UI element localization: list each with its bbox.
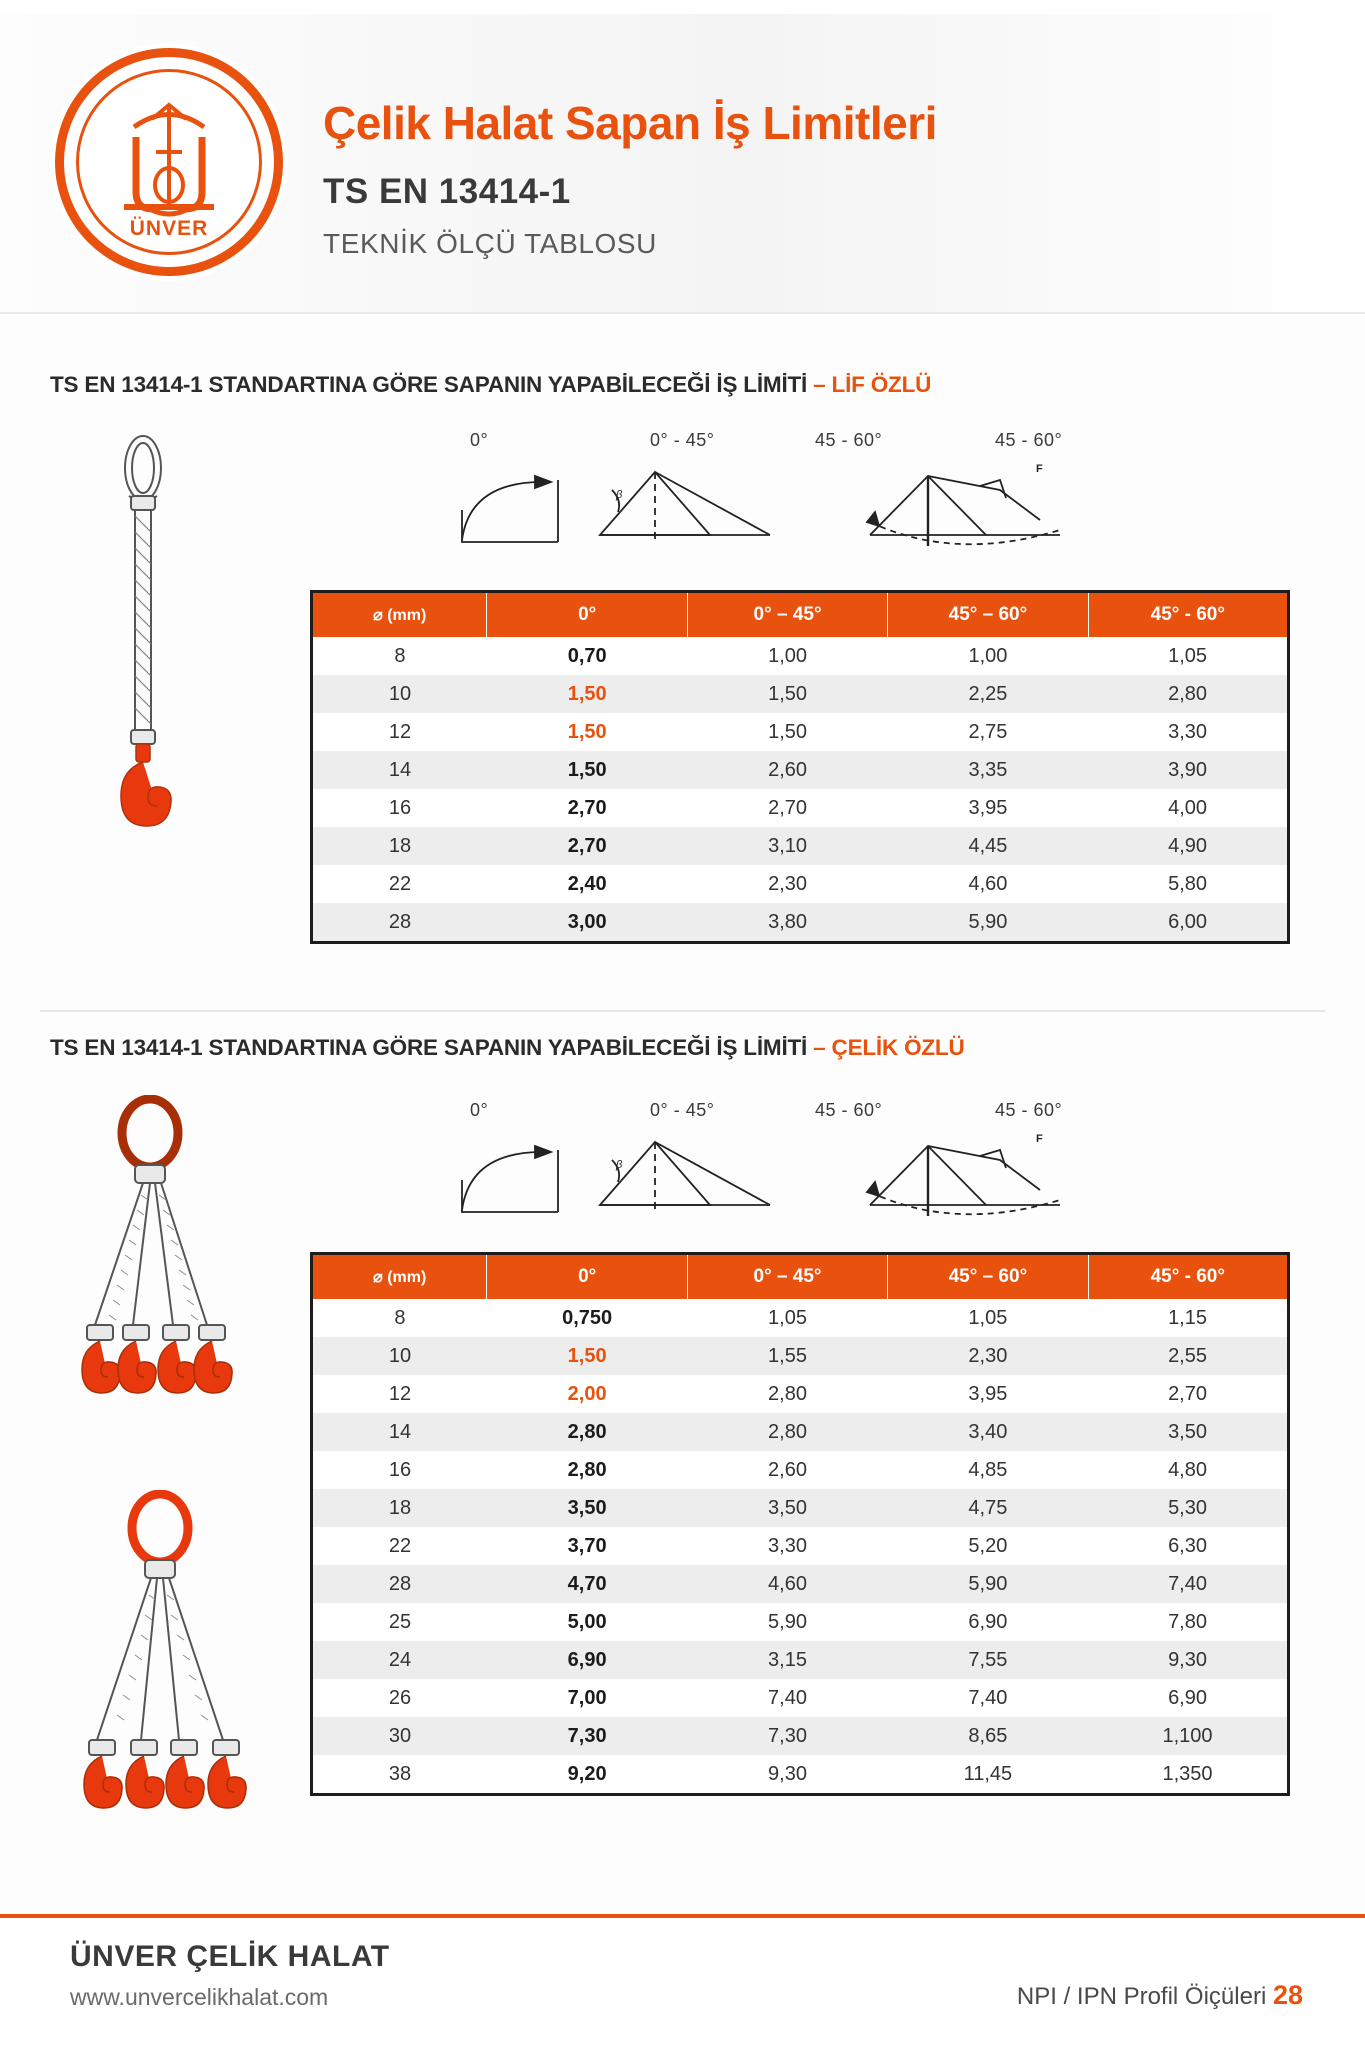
cell-diameter: 10 [312, 675, 487, 713]
cell-value: 1,05 [768, 1306, 807, 1329]
footer-company: ÜNVER ÇELİK HALAT [70, 1940, 390, 1973]
cell-value: 1,50 [487, 675, 687, 713]
section-2-title-accent: – ÇELİK ÖZLÜ [813, 1035, 965, 1060]
cell-value: 4,90 [1088, 827, 1288, 865]
cell-diameter: 25 [388, 1610, 412, 1633]
cell-value: 3,30 [768, 1534, 807, 1557]
cell-value: 2,80 [567, 1458, 607, 1481]
cell-diameter: 10 [312, 1337, 487, 1375]
footer-right-text: NPI / IPN Profil Öiçüleri [1016, 1983, 1267, 2010]
cell-value: 1,100 [1088, 1717, 1288, 1755]
col-diameter: ⌀ (mm) [312, 592, 487, 638]
table-header-row-2 [312, 1254, 1289, 1300]
table-row [312, 1451, 1289, 1489]
cell-diameter: 14 [312, 751, 487, 789]
section-1-title [50, 372, 931, 398]
cell-value: 4,75 [888, 1489, 1088, 1527]
table-row [312, 1413, 1289, 1451]
cell-value: 9,20 [567, 1762, 607, 1785]
table-lif-head [312, 592, 1289, 638]
table-row [312, 1337, 1289, 1375]
section-1-title-accent: – LİF ÖZLÜ [813, 372, 932, 397]
svg-text:β: β [616, 489, 623, 501]
cell-value: 9,30 [768, 1762, 807, 1785]
cell-value: 2,70 [1168, 1382, 1207, 1405]
cell-value: 1,00 [768, 644, 808, 667]
cell-diameter: 26 [388, 1686, 412, 1709]
cell-value: 3,35 [888, 751, 1088, 789]
table-row [312, 675, 1289, 713]
table-lif-body [312, 637, 1289, 943]
table-row [312, 789, 1289, 827]
col-45-60-b: 45° - 60° [1088, 592, 1288, 638]
angle-diagram-svg-2 [440, 1120, 1180, 1230]
table-row [312, 1603, 1289, 1641]
diag2-label-3: 45 - 60° [815, 1100, 883, 1120]
col2-45-60-a: 45° – 60° [888, 1254, 1088, 1300]
table-row [312, 1299, 1289, 1337]
cell-value: 4,60 [968, 872, 1008, 895]
cell-diameter: 12 [388, 1382, 412, 1405]
cell-value: 3,30 [1168, 720, 1208, 743]
cell-value: 1,05 [968, 1306, 1008, 1329]
section-divider [40, 1010, 1325, 1012]
table-lif-ozlu [310, 590, 1290, 944]
cell-diameter: 18 [312, 1489, 487, 1527]
cell-value: 5,30 [1088, 1489, 1288, 1527]
cell-value: 5,20 [968, 1534, 1008, 1557]
cell-value: 1,50 [487, 751, 687, 789]
cell-value: 7,00 [567, 1686, 607, 1709]
cell-value: 0,750 [562, 1306, 613, 1329]
cell-value: 5,80 [1168, 872, 1208, 895]
cell-value: 3,40 [888, 1413, 1088, 1451]
table-row [312, 1679, 1289, 1717]
cell-value: 3,50 [687, 1489, 887, 1527]
table-row [312, 1641, 1289, 1679]
cell-value: 4,45 [888, 827, 1088, 865]
col-0-45: 0° – 45° [687, 592, 887, 638]
section-2-title-main: TS EN 13414-1 STANDARTINA GÖRE SAPANIN YAPABİLECEĞİ İŞ LİMİTİ [50, 1035, 808, 1060]
cell-value: 3,95 [968, 796, 1008, 819]
cell-value: 11,45 [963, 1762, 1013, 1785]
cell-value: 2,60 [687, 751, 887, 789]
cell-value: 1,00 [968, 644, 1008, 667]
diag-label-3: 45 - 60° [815, 430, 883, 450]
cell-value: 3,70 [567, 1534, 607, 1557]
table-row [312, 865, 1289, 903]
cell-value: 2,30 [888, 1337, 1088, 1375]
angle-diagram-svg [440, 450, 1180, 560]
cell-value: 7,80 [1168, 1610, 1207, 1633]
cell-value: 2,60 [768, 1458, 807, 1481]
cell-value: 9,30 [1088, 1641, 1288, 1679]
cell-value: 1,50 [768, 720, 808, 743]
diag-label-1: 0° [470, 430, 489, 450]
cell-value: 7,40 [1088, 1565, 1288, 1603]
table-row [312, 1565, 1289, 1603]
cell-value: 2,80 [487, 1413, 687, 1451]
svg-text:β: β [616, 1159, 623, 1171]
cell-value: 2,80 [687, 1413, 887, 1451]
cell-value: 2,80 [1088, 675, 1288, 713]
cell-value: 1,50 [687, 675, 887, 713]
diag-label-2: 0° - 45° [650, 430, 715, 450]
cell-value: 4,60 [687, 1565, 887, 1603]
logo-text: ÜNVER [129, 217, 209, 240]
cell-value: 1,05 [1168, 644, 1208, 667]
cell-value: 6,90 [487, 1641, 687, 1679]
cell-value: 7,40 [768, 1686, 807, 1709]
cell-diameter: 28 [312, 1565, 487, 1603]
cell-diameter: 16 [388, 1458, 412, 1481]
cell-diameter: 18 [312, 827, 487, 865]
diag2-label-2: 0° - 45° [650, 1100, 715, 1120]
cell-value: 2,70 [768, 796, 808, 819]
diag2-label-1: 0° [470, 1100, 489, 1120]
cell-value: 1,350 [1162, 1762, 1213, 1785]
cell-value: 4,80 [1168, 1458, 1207, 1481]
standard-code: TS EN 13414-1 [323, 172, 571, 211]
cell-value: 2,70 [487, 827, 687, 865]
col2-diameter: ⌀ (mm) [312, 1254, 487, 1300]
cell-value: 1,15 [1168, 1306, 1207, 1329]
cell-value: 7,40 [968, 1686, 1008, 1709]
col2-0: 0° [487, 1254, 687, 1300]
cell-value: 1,50 [567, 720, 607, 743]
header-text-block [323, 48, 937, 260]
col-45-60-a: 45° – 60° [888, 592, 1088, 638]
col-0: 0° [487, 592, 687, 638]
cell-diameter: 38 [388, 1762, 412, 1785]
cell-value: 4,70 [487, 1565, 687, 1603]
cell-value: 5,90 [768, 1610, 807, 1633]
table-row [312, 1717, 1289, 1755]
top-strip [0, 0, 1365, 14]
cell-value: 8,65 [888, 1717, 1088, 1755]
cell-value: 0,70 [567, 644, 607, 667]
table-row [312, 1375, 1289, 1413]
table-row [312, 751, 1289, 789]
cell-diameter: 12 [388, 720, 412, 743]
cell-value: 2,30 [768, 872, 808, 895]
diag2-label-4: 45 - 60° [995, 1100, 1063, 1120]
cell-value: 3,95 [968, 1382, 1008, 1405]
table-celik-body [312, 1299, 1289, 1795]
cell-value: 2,25 [888, 675, 1088, 713]
cell-value: 2,80 [768, 1382, 807, 1405]
cell-diameter: 22 [388, 872, 412, 895]
cell-value: 7,30 [687, 1717, 887, 1755]
cell-value: 3,90 [1088, 751, 1288, 789]
single-leg-sling-illustration [95, 430, 275, 890]
page-number: 28 [1272, 1980, 1303, 2010]
page-header [0, 14, 1365, 314]
cell-value: 4,00 [1168, 796, 1208, 819]
four-leg-sling-illustration-bottom [55, 1490, 305, 1890]
footer-website[interactable]: www.unvercelikhalat.com [70, 1984, 329, 2010]
cell-value: 3,80 [687, 903, 887, 943]
cell-diameter: 8 [394, 1306, 406, 1329]
page-title: Çelik Halat Sapan İş Limitleri [323, 97, 937, 149]
cell-value: 6,90 [1168, 1686, 1207, 1709]
cell-value: 4,85 [968, 1458, 1008, 1481]
cell-diameter: 22 [388, 1534, 412, 1557]
table-row [312, 903, 1289, 943]
section-1-title-main: TS EN 13414-1 STANDARTINA GÖRE SAPANIN YAPABİLECEĞİ İŞ LİMİTİ [50, 372, 808, 397]
cell-value: 1,50 [487, 1337, 687, 1375]
cell-value: 3,00 [487, 903, 687, 943]
section-2-angle-diagrams [440, 1100, 1200, 1220]
cell-value: 2,00 [567, 1382, 607, 1405]
cell-value: 2,40 [567, 872, 607, 895]
cell-value: 3,50 [487, 1489, 687, 1527]
company-logo [55, 48, 283, 276]
cell-value: 7,30 [487, 1717, 687, 1755]
cell-value: 1,55 [687, 1337, 887, 1375]
cell-value: 6,90 [968, 1610, 1008, 1633]
table-celik-head [312, 1254, 1289, 1300]
svg-text:F: F [1036, 1133, 1043, 1145]
table-row [312, 1489, 1289, 1527]
cell-diameter: 30 [312, 1717, 487, 1755]
header-subtitle: TEKNİK ÖLÇÜ TABLOSU [323, 228, 658, 259]
cell-diameter: 14 [312, 1413, 487, 1451]
diag-label-4: 45 - 60° [995, 430, 1063, 450]
cell-value: 2,75 [968, 720, 1008, 743]
table-row [312, 713, 1289, 751]
table-header-row [312, 592, 1289, 638]
cell-value: 6,30 [1168, 1534, 1207, 1557]
cell-value: 2,55 [1088, 1337, 1288, 1375]
cell-value: 3,50 [1088, 1413, 1288, 1451]
cell-value: 5,90 [888, 1565, 1088, 1603]
cell-diameter: 24 [312, 1641, 487, 1679]
section-2-title [50, 1035, 965, 1061]
cell-value: 3,10 [687, 827, 887, 865]
svg-text:F: F [1036, 463, 1043, 475]
col2-0-45: 0° – 45° [687, 1254, 887, 1300]
cell-value: 3,15 [687, 1641, 887, 1679]
cell-diameter: 28 [312, 903, 487, 943]
cell-value: 5,00 [567, 1610, 607, 1633]
section-1-angle-diagrams [440, 430, 1200, 550]
cell-value: 5,90 [888, 903, 1088, 943]
cell-diameter: 8 [394, 644, 406, 667]
footer-right [1017, 1980, 1303, 2011]
table-row [312, 827, 1289, 865]
cell-value: 2,70 [567, 796, 607, 819]
table-row [312, 1527, 1289, 1565]
cell-value: 6,00 [1088, 903, 1288, 943]
table-celik-ozlu [310, 1252, 1290, 1796]
col2-45-60-b: 45° - 60° [1088, 1254, 1288, 1300]
cell-diameter: 16 [388, 796, 412, 819]
cell-value: 7,55 [888, 1641, 1088, 1679]
page-footer [0, 1918, 1365, 2048]
table-row [312, 1755, 1289, 1795]
four-leg-sling-illustration-top [55, 1095, 305, 1465]
table-row [312, 637, 1289, 675]
header-content [55, 48, 937, 276]
